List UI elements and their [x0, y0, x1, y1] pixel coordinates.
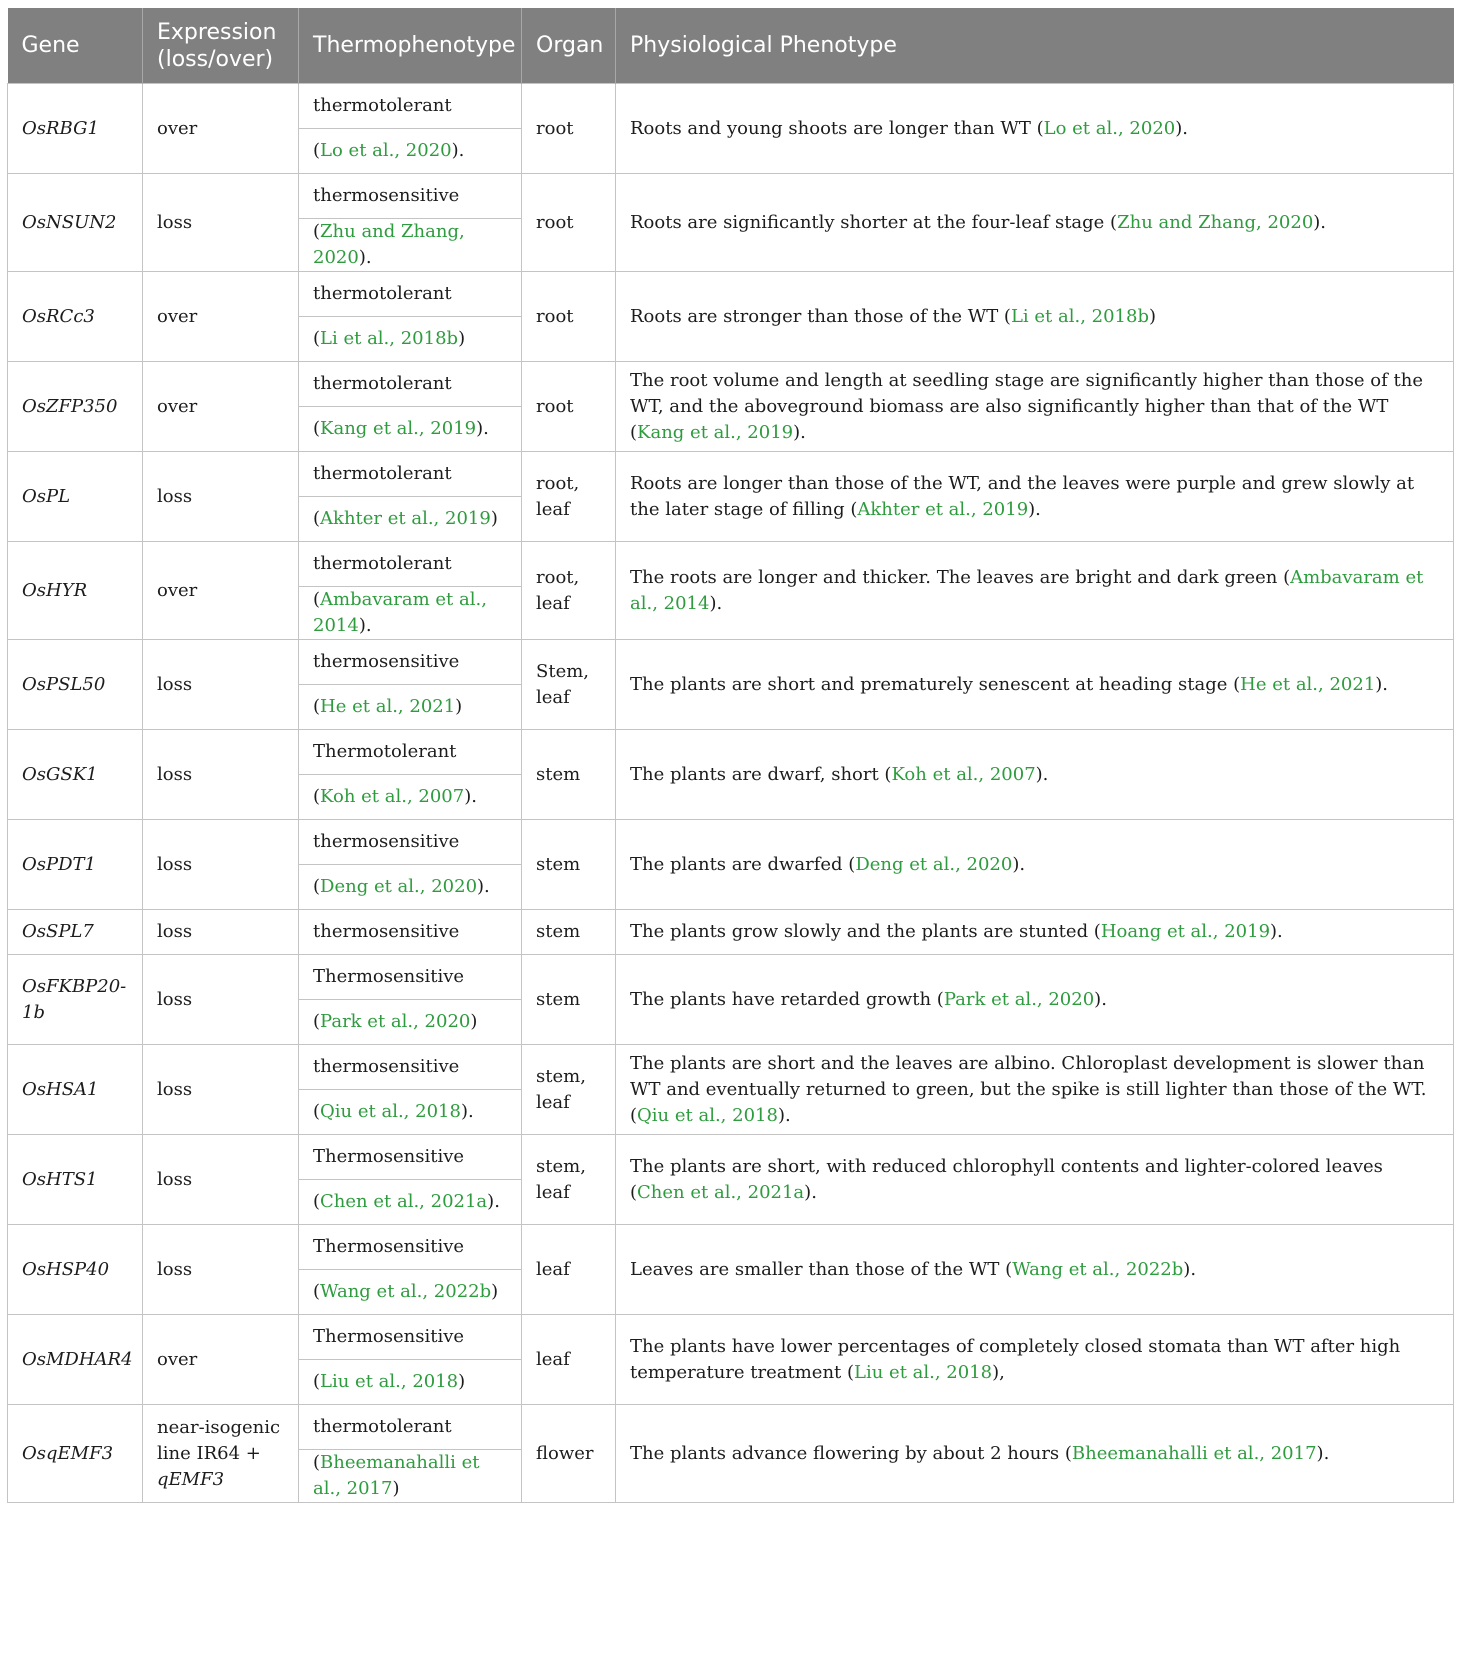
reference-link[interactable]: Liu et al., 2018 — [320, 1371, 459, 1392]
expression-text: near-isogenic line IR64 + — [157, 1416, 281, 1464]
table-body — [8, 84, 1454, 1503]
expression-cell — [143, 1405, 299, 1503]
physiological-phenotype-cell — [616, 1045, 1454, 1135]
phenotype-text-end: ), — [992, 1361, 1005, 1383]
reference-open: ( — [313, 1101, 321, 1122]
table-row — [8, 1405, 1454, 1450]
header-thermophenotype: Thermophenotype — [299, 8, 522, 84]
expression-text: loss — [157, 673, 193, 695]
phenotype-text-end: ). — [804, 1181, 817, 1203]
expression-text: over — [157, 305, 198, 327]
thermophenotype-reference-cell — [299, 1360, 522, 1405]
thermophenotype-reference-cell — [299, 865, 522, 910]
expression-text: loss — [157, 1168, 193, 1190]
expression-text: loss — [157, 763, 193, 785]
organ-cell: leaf — [522, 1225, 616, 1315]
table-row — [8, 1135, 1454, 1180]
expression-cell — [143, 1315, 299, 1405]
physiological-phenotype-cell — [616, 1315, 1454, 1405]
expression-cell — [143, 820, 299, 910]
phenotype-text: Roots and young shoots are longer than WT ( — [630, 117, 1044, 139]
table-row — [8, 910, 1454, 955]
expression-cell — [143, 1135, 299, 1225]
thermophenotype-reference-cell — [299, 1000, 522, 1045]
reference-link[interactable]: Kang et al., 2019 — [637, 421, 794, 443]
reference-close: ) — [458, 328, 466, 349]
thermophenotype-cell: Thermosensitive — [299, 955, 522, 1000]
thermophenotype-cell: Thermosensitive — [299, 1225, 522, 1270]
expression-text: loss — [157, 1258, 193, 1280]
reference-link[interactable]: Lo et al., 2020 — [1043, 117, 1176, 139]
thermophenotype-reference-cell — [299, 497, 522, 542]
phenotype-text: Leaves are smaller than those of the WT ( — [630, 1258, 1013, 1280]
expression-cell — [143, 1045, 299, 1135]
physiological-phenotype-cell — [616, 272, 1454, 362]
reference-close: ). — [460, 1101, 474, 1122]
physiological-phenotype-cell — [616, 542, 1454, 640]
reference-close: ) — [490, 508, 498, 529]
thermophenotype-reference-cell — [299, 1090, 522, 1135]
organ-cell: stem, leaf — [522, 1135, 616, 1225]
phenotype-text-end: ). — [1035, 763, 1049, 785]
thermophenotype-reference-cell — [299, 317, 522, 362]
phenotype-text-end: ). — [1012, 853, 1026, 875]
expression-cell — [143, 542, 299, 640]
expression-text: over — [157, 1348, 198, 1370]
reference-link[interactable]: Park et al., 2020 — [943, 988, 1095, 1010]
reference-link[interactable]: Ambavaram et al., 2014 — [630, 566, 1424, 614]
organ-cell: flower — [522, 1405, 616, 1503]
physiological-phenotype-cell — [616, 820, 1454, 910]
gene-thermophenotype-table — [7, 8, 1454, 1503]
reference-link[interactable]: Deng et al., 2020 — [320, 876, 478, 897]
thermophenotype-reference-cell — [299, 219, 522, 272]
phenotype-text-end: ). — [709, 592, 723, 614]
table-row — [8, 820, 1454, 865]
organ-cell: stem — [522, 820, 616, 910]
phenotype-text-end: ). — [1316, 1442, 1330, 1464]
reference-link[interactable]: Wang et al., 2022b — [1012, 1258, 1184, 1280]
phenotype-text: The plants are dwarfed ( — [630, 853, 856, 875]
reference-close: ). — [487, 1191, 500, 1212]
gene-cell: OsHYR — [8, 542, 143, 640]
phenotype-text: The plants are dwarf, short ( — [630, 763, 892, 785]
thermophenotype-reference-cell — [299, 685, 522, 730]
reference-open: ( — [313, 1452, 321, 1473]
reference-link[interactable]: Bheemanahalli et al., 2017 — [313, 1452, 480, 1499]
reference-link[interactable]: Qiu et al., 2018 — [320, 1101, 461, 1122]
physiological-phenotype-cell — [616, 174, 1454, 272]
table-row — [8, 1225, 1454, 1270]
gene-cell: OsNSUN2 — [8, 174, 143, 272]
organ-cell: root, leaf — [522, 452, 616, 542]
header-expression: Expression (loss/over) — [143, 8, 299, 84]
phenotype-text-end: ) — [1148, 305, 1157, 327]
table-row — [8, 1045, 1454, 1090]
organ-cell: stem, leaf — [522, 1045, 616, 1135]
reference-open: ( — [313, 221, 321, 242]
organ-cell: Stem, leaf — [522, 640, 616, 730]
phenotype-text-end: ). — [793, 421, 806, 443]
table-row — [8, 542, 1454, 587]
reference-link[interactable]: Zhu and Zhang, 2020 — [1117, 211, 1314, 233]
table-row — [8, 452, 1454, 497]
organ-cell: stem — [522, 910, 616, 955]
reference-link[interactable]: Li et al., 2018b — [320, 328, 459, 349]
gene-cell: OsGSK1 — [8, 730, 143, 820]
reference-open: ( — [313, 1011, 321, 1032]
table-row — [8, 1315, 1454, 1360]
thermophenotype-reference-cell — [299, 1450, 522, 1503]
reference-link[interactable]: Qiu et al., 2018 — [637, 1104, 778, 1126]
thermophenotype-cell: thermosensitive — [299, 174, 522, 219]
reference-open: ( — [313, 1371, 321, 1392]
expression-text: loss — [157, 921, 193, 942]
table-row — [8, 272, 1454, 317]
phenotype-text: Roots are longer than those of the WT, and the leaves were purple and grew slowly at the later stage of filling ( — [630, 472, 1415, 520]
gene-cell: OsHTS1 — [8, 1135, 143, 1225]
reference-close: ) — [455, 696, 463, 717]
physiological-phenotype-cell — [616, 955, 1454, 1045]
header-physiological-phenotype: Physiological Phenotype — [616, 8, 1454, 84]
physiological-phenotype-cell — [616, 640, 1454, 730]
thermophenotype-cell: thermosensitive — [299, 1045, 522, 1090]
phenotype-text: The roots are longer and thicker. The leaves are bright and dark green ( — [630, 566, 1291, 588]
gene-cell: OsqEMF3 — [8, 1405, 143, 1503]
gene-cell: OsMDHAR4 — [8, 1315, 143, 1405]
reference-open: ( — [313, 328, 321, 349]
phenotype-text-end: ). — [1175, 117, 1188, 139]
phenotype-text-end: ). — [1094, 988, 1107, 1010]
reference-link[interactable]: Koh et al., 2007 — [320, 786, 465, 807]
physiological-phenotype-cell — [616, 1225, 1454, 1315]
reference-open: ( — [313, 1191, 321, 1212]
reference-open: ( — [313, 876, 321, 897]
thermophenotype-cell: thermotolerant — [299, 542, 522, 587]
reference-link[interactable]: Akhter et al., 2019 — [857, 498, 1029, 520]
thermophenotype-reference-cell — [299, 587, 522, 640]
thermophenotype-cell: thermotolerant — [299, 452, 522, 497]
reference-link[interactable]: Deng et al., 2020 — [855, 853, 1013, 875]
reference-link[interactable]: Ambavaram et al., 2014 — [313, 589, 487, 636]
physiological-phenotype-cell — [616, 452, 1454, 542]
gene-cell: OsPDT1 — [8, 820, 143, 910]
table-row — [8, 174, 1454, 219]
expression-text: loss — [157, 1078, 193, 1100]
reference-link[interactable]: Li et al., 2018b — [1010, 305, 1149, 327]
reference-link[interactable]: He et al., 2021 — [320, 696, 456, 717]
reference-link[interactable]: Park et al., 2020 — [320, 1011, 471, 1032]
phenotype-text: The plants advance flowering by about 2 hours ( — [630, 1442, 1072, 1464]
table-row — [8, 84, 1454, 129]
expression-text: loss — [157, 485, 193, 507]
physiological-phenotype-cell — [616, 730, 1454, 820]
gene-cell: OsPL — [8, 452, 143, 542]
expression-text: over — [157, 579, 198, 601]
reference-close: ) — [470, 1011, 478, 1032]
phenotype-text-end: ). — [1313, 211, 1327, 233]
reference-open: ( — [313, 140, 321, 161]
gene-cell: OsHSP40 — [8, 1225, 143, 1315]
reference-link[interactable]: Liu et al., 2018 — [854, 1361, 993, 1383]
gene-cell: OsFKBP20-1b — [8, 955, 143, 1045]
organ-cell: root, leaf — [522, 542, 616, 640]
table-row — [8, 640, 1454, 685]
reference-open: ( — [313, 508, 321, 529]
expression-cell — [143, 1225, 299, 1315]
phenotype-text: The plants are short and prematurely senescent at heading stage ( — [630, 673, 1241, 695]
phenotype-text: The plants have lower percentages of completely closed stomata than WT after high temperature treatment ( — [630, 1335, 1401, 1383]
thermophenotype-cell: Thermosensitive — [299, 1315, 522, 1360]
thermophenotype-reference-cell — [299, 775, 522, 820]
reference-close: ) — [392, 1478, 400, 1499]
phenotype-text: Roots are stronger than those of the WT ( — [630, 305, 1011, 327]
expression-cell — [143, 730, 299, 820]
organ-cell: root — [522, 362, 616, 452]
reference-open: ( — [313, 589, 321, 610]
physiological-phenotype-cell — [616, 1135, 1454, 1225]
organ-cell: stem — [522, 730, 616, 820]
reference-link[interactable]: Koh et al., 2007 — [891, 763, 1036, 785]
thermophenotype-reference-cell — [299, 1180, 522, 1225]
thermophenotype-reference-cell — [299, 1270, 522, 1315]
reference-link[interactable]: Akhter et al., 2019 — [320, 508, 491, 529]
physiological-phenotype-cell — [616, 84, 1454, 174]
gene-cell: OsHSA1 — [8, 1045, 143, 1135]
thermophenotype-reference-cell — [299, 407, 522, 452]
reference-open: ( — [313, 1281, 321, 1302]
gene-cell: OsRCc3 — [8, 272, 143, 362]
reference-link[interactable]: Bheemanahalli et al., 2017 — [1071, 1442, 1317, 1464]
reference-close: ). — [451, 140, 465, 161]
expression-text: loss — [157, 853, 193, 875]
gene-cell: OsZFP350 — [8, 362, 143, 452]
expression-qtl-name: qEMF3 — [157, 1468, 225, 1490]
thermophenotype-cell: thermosensitive — [299, 820, 522, 865]
reference-link[interactable]: Chen et al., 2021a — [637, 1181, 805, 1203]
expression-cell — [143, 452, 299, 542]
thermophenotype-cell: thermotolerant — [299, 362, 522, 407]
expression-cell — [143, 272, 299, 362]
header-organ: Organ — [522, 8, 616, 84]
expression-text: over — [157, 395, 198, 417]
organ-cell: root — [522, 272, 616, 362]
header-row — [8, 8, 1454, 84]
expression-text: loss — [157, 211, 193, 233]
gene-cell: OsSPL7 — [8, 910, 143, 955]
reference-close: ). — [358, 615, 372, 636]
reference-link[interactable]: He et al., 2021 — [1240, 673, 1376, 695]
expression-text: loss — [157, 988, 193, 1010]
phenotype-text-end: ). — [777, 1104, 791, 1126]
physiological-phenotype-cell — [616, 362, 1454, 452]
expression-cell — [143, 362, 299, 452]
table-row — [8, 362, 1454, 407]
organ-cell: root — [522, 84, 616, 174]
phenotype-text-end: ). — [1183, 1258, 1197, 1280]
reference-link[interactable]: Kang et al., 2019 — [320, 418, 477, 439]
reference-close: ) — [458, 1371, 466, 1392]
expression-cell — [143, 640, 299, 730]
reference-close: ). — [464, 786, 477, 807]
table-row — [8, 955, 1454, 1000]
reference-link[interactable]: Chen et al., 2021a — [320, 1191, 488, 1212]
reference-link[interactable]: Wang et al., 2022b — [320, 1281, 492, 1302]
reference-open: ( — [313, 418, 321, 439]
physiological-phenotype-cell — [616, 910, 1454, 955]
header-gene: Gene — [8, 8, 143, 84]
phenotype-text-end: ). — [1375, 673, 1389, 695]
thermophenotype-cell: Thermotolerant — [299, 730, 522, 775]
reference-link[interactable]: Zhu and Zhang, 2020 — [313, 221, 465, 268]
expression-text: over — [157, 117, 198, 139]
phenotype-text: Roots are significantly shorter at the four-leaf stage ( — [630, 211, 1118, 233]
phenotype-text: The root volume and length at seedling stage are significantly higher than those of the WT, and the aboveground biomass are also significantly higher than that of the WT ( — [630, 369, 1424, 443]
reference-link[interactable]: Hoang et al., 2019 — [1100, 921, 1271, 942]
reference-close: ) — [491, 1281, 499, 1302]
organ-cell: stem — [522, 955, 616, 1045]
thermophenotype-cell: thermosensitive — [299, 910, 522, 955]
reference-close: ). — [477, 876, 490, 897]
phenotype-text: The plants grow slowly and the plants are stunted ( — [630, 921, 1101, 942]
expression-cell — [143, 174, 299, 272]
phenotype-text: The plants are short and the leaves are albino. Chloroplast development is slower than WT and eventually returned to green, but the spike is still lighter than those of the WT. ( — [630, 1052, 1427, 1126]
phenotype-text-end: ). — [1270, 921, 1283, 942]
thermophenotype-cell: thermosensitive — [299, 640, 522, 685]
thermophenotype-cell: thermotolerant — [299, 1405, 522, 1450]
reference-link[interactable]: Lo et al., 2020 — [320, 140, 452, 161]
organ-cell: leaf — [522, 1315, 616, 1405]
expression-cell — [143, 955, 299, 1045]
reference-open: ( — [313, 786, 321, 807]
thermophenotype-cell: thermotolerant — [299, 84, 522, 129]
thermophenotype-reference-cell — [299, 129, 522, 174]
reference-close: ). — [476, 418, 489, 439]
phenotype-text-end: ). — [1028, 498, 1041, 520]
expression-cell — [143, 84, 299, 174]
organ-cell: root — [522, 174, 616, 272]
thermophenotype-cell: Thermosensitive — [299, 1135, 522, 1180]
gene-cell: OsPSL50 — [8, 640, 143, 730]
thermophenotype-cell: thermotolerant — [299, 272, 522, 317]
gene-cell: OsRBG1 — [8, 84, 143, 174]
physiological-phenotype-cell — [616, 1405, 1454, 1503]
table-row — [8, 730, 1454, 775]
reference-close: ). — [358, 247, 372, 268]
expression-cell — [143, 910, 299, 955]
phenotype-text: The plants are short, with reduced chlorophyll contents and lighter-colored leaves ( — [630, 1155, 1383, 1203]
reference-open: ( — [313, 696, 321, 717]
phenotype-text: The plants have retarded growth ( — [630, 988, 944, 1010]
